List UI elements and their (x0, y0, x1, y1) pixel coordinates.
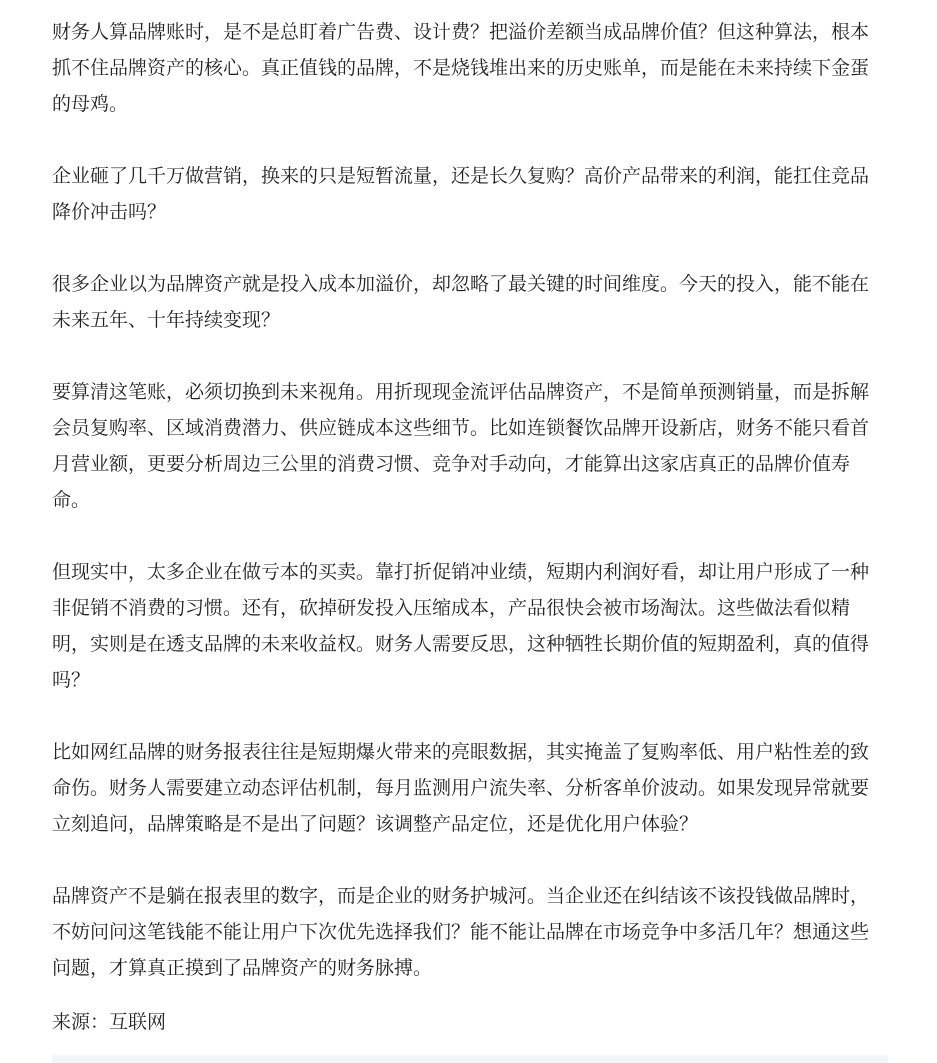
article-body (52, 14, 882, 1040)
paragraph-5: 但现实中，太多企业在做亏本的买卖。靠打折促销冲业绩，短期内利润好看，却让用户形成了一种非促销不消费的习惯。还有，砍掉研发投入压缩成本，产品很快会被市场淘汰。这些做法看似精明，实则是在透支品牌的未来收益权。财务人需要反思，这种牺牲长期价值的短期盈利，真的值得吗？ (52, 561, 870, 691)
paragraph-6: 比如网红品牌的财务报表往往是短期爆火带来的亮眼数据，其实掩盖了复购率低、用户粘性差的致命伤。财务人需要建立动态评估机制，每月监测用户流失率、分析客单价波动。如果发现异常就要立刻追问，品牌策略是不是出了问题？该调整产品定位，还是优化用户体验？ (52, 741, 870, 835)
paragraph-2: 企业砸了几千万做营销，换来的只是短暂流量，还是长久复购？高价产品带来的利润，能扛住竞品降价冲击吗？ (52, 165, 870, 223)
paragraph-7: 品牌资产不是躺在报表里的数字，而是企业的财务护城河。当企业还在纠结该不该投钱做品牌时，不妨问问这笔钱能不能让用户下次优先选择我们？能不能让品牌在市场竞争中多活几年？想通这些问题，才算真正摸到了品牌资产的财务脉搏。 (52, 885, 870, 979)
bottom-divider (52, 1055, 888, 1063)
paragraph-4: 要算清这笔账，必须切换到未来视角。用折现现金流评估品牌资产，不是简单预测销量，而是拆解会员复购率、区域消费潜力、供应链成本这些细节。比如连锁餐饮品牌开设新店，财务不能只看首月营业额，更要分析周边三公里的消费习惯、竞争对手动向，才能算出这家店真正的品牌价值寿命。 (52, 381, 870, 511)
paragraph-3: 很多企业以为品牌资产就是投入成本加溢价，却忽略了最关键的时间维度。今天的投入，能不能在未来五年、十年持续变现？ (52, 273, 870, 331)
paragraph-1: 财务人算品牌账时，是不是总盯着广告费、设计费？把溢价差额当成品牌价值？但这种算法，根本抓不住品牌资产的核心。真正值钱的品牌，不是烧钱堆出来的历史账单，而是能在未来持续下金蛋的母鸡。 (52, 21, 870, 115)
source-line: 来源：互联网 (52, 1011, 167, 1033)
